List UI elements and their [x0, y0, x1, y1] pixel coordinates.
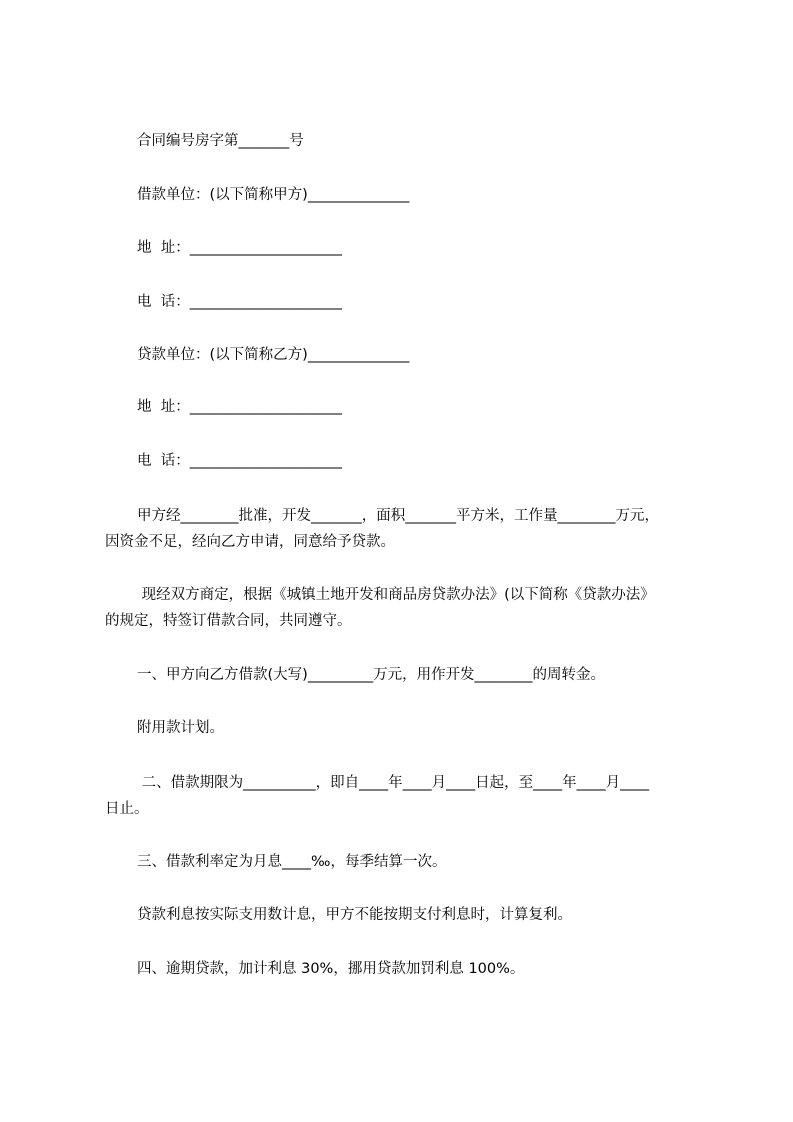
- clause-1: 一、甲方向乙方借款(大写)_________万元，用作开发________的周转金。: [137, 667, 606, 683]
- clause-3-note: 贷款利息按实际支用数计息，甲方不能按期支付利息时，计算复利。: [137, 907, 572, 923]
- intro-paragraph-2-line-1: 现经双方商定，根据《城镇土地开发和商品房贷款办法》(以下简称《贷款办法》: [137, 587, 655, 603]
- borrower-address: 地 址：_____________________: [137, 240, 342, 256]
- lender-address: 地 址：_____________________: [137, 399, 342, 415]
- borrower-unit: 借款单位：(以下简称甲方)______________: [137, 187, 410, 203]
- clause-3: 三、借款利率定为月息____‰，每季结算一次。: [137, 854, 447, 870]
- clause-2-line-2: 日止。: [105, 801, 149, 817]
- lender-phone: 电 话：_____________________: [137, 453, 342, 469]
- lender-unit: 贷款单位：(以下简称乙方)______________: [137, 347, 410, 363]
- contract-number: 合同编号房字第_______号: [137, 133, 304, 149]
- clause-4: 四、逾期贷款，加计利息 30%，挪用贷款加罚利息 100%。: [137, 961, 525, 977]
- intro-paragraph-1-line-1: 甲方经________批准，开发_______，面积_______平方米，工作量________万元，: [137, 508, 659, 524]
- borrower-phone: 电 话：_____________________: [137, 294, 342, 310]
- clause-2-line-1: 二、借款期限为__________，即自____年____月____日起，至____年____月____: [137, 775, 650, 791]
- intro-paragraph-1-line-2: 因资金不足，经向乙方申请，同意给予贷款。: [105, 534, 395, 550]
- intro-paragraph-2-line-2: 的规定，特签订借款合同，共同遵守。: [105, 613, 352, 629]
- clause-1-note: 附用款计划。: [137, 720, 224, 736]
